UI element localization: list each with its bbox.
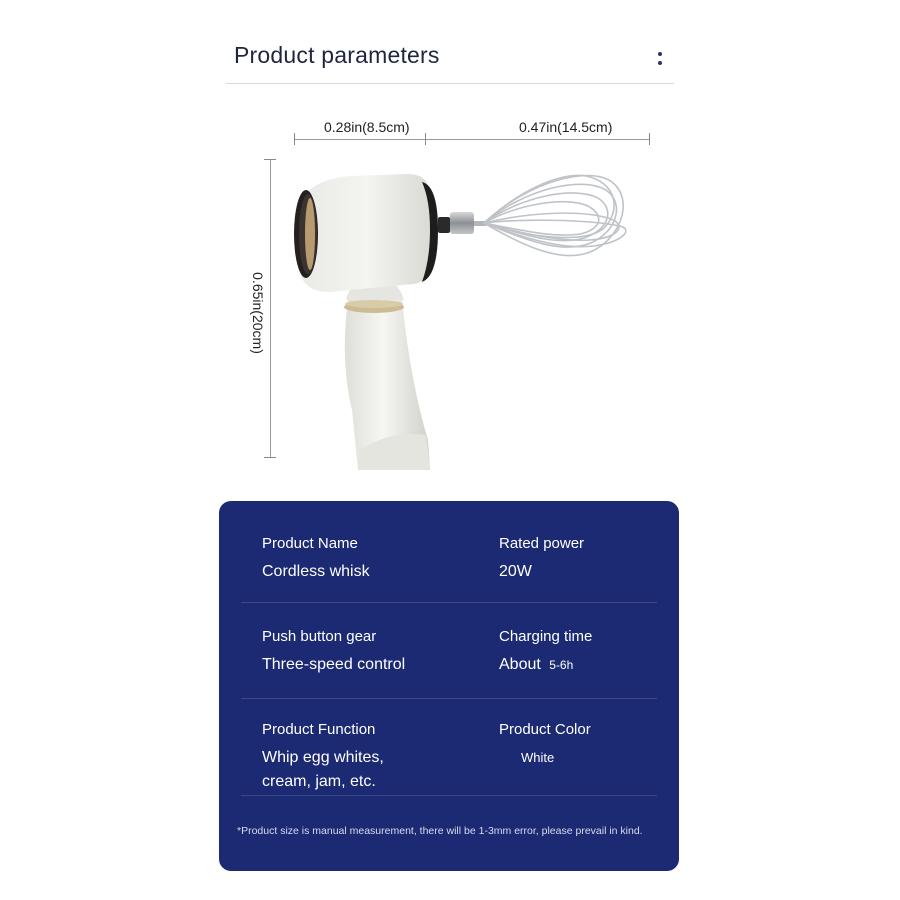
- spec-value: 20W: [499, 563, 532, 580]
- spec-divider: [241, 602, 657, 603]
- spec-product-name: [262, 534, 370, 584]
- dim-length-label: 0.47in(14.5cm): [519, 119, 613, 135]
- spec-charging-time: [499, 627, 592, 677]
- dim-width-label: 0.28in(8.5cm): [324, 119, 410, 135]
- header-divider: [226, 83, 674, 84]
- spec-value-line: cream, jam, etc.: [262, 773, 376, 790]
- page-title: Product parameters: [234, 42, 440, 68]
- dim-height-label: 0.65in(20cm): [250, 272, 266, 354]
- spec-label: Push button gear: [262, 628, 377, 645]
- dim-length-tick-right: [649, 133, 650, 145]
- spec-push-button-gear: [262, 627, 405, 677]
- specifications-panel: [219, 501, 679, 871]
- spec-divider: [241, 698, 657, 699]
- more-options-icon[interactable]: [656, 50, 664, 68]
- whisk-product-image: [290, 160, 640, 470]
- dim-width-line: [295, 139, 425, 140]
- spec-value: Three-speed control: [262, 656, 406, 673]
- spec-value: White: [521, 750, 555, 765]
- spec-value: Cordless whisk: [262, 563, 370, 580]
- dim-length-line: [426, 139, 650, 140]
- dim-height-line: [270, 160, 271, 458]
- dim-height-tick-bottom: [264, 457, 276, 458]
- spec-label: Rated power: [499, 535, 585, 552]
- spec-value-suffix: 5-6h: [549, 658, 574, 672]
- spec-label: Product Color: [499, 721, 591, 738]
- spec-label: Product Function: [262, 721, 376, 738]
- spec-label: Charging time: [499, 628, 593, 645]
- spec-divider: [241, 795, 657, 796]
- spec-label: Product Name: [262, 535, 358, 552]
- spec-rated-power: [499, 534, 584, 584]
- spec-value-prefix: About: [499, 656, 541, 673]
- spec-value: [262, 746, 384, 794]
- spec-product-color: [499, 720, 591, 770]
- spec-product-function: [262, 720, 384, 794]
- spec-value: [499, 653, 592, 677]
- spec-value-line: Whip egg whites,: [262, 749, 384, 766]
- spec-footnote: *Product size is manual measurement, there will be 1-3mm error, please prevail in kind.: [237, 825, 643, 837]
